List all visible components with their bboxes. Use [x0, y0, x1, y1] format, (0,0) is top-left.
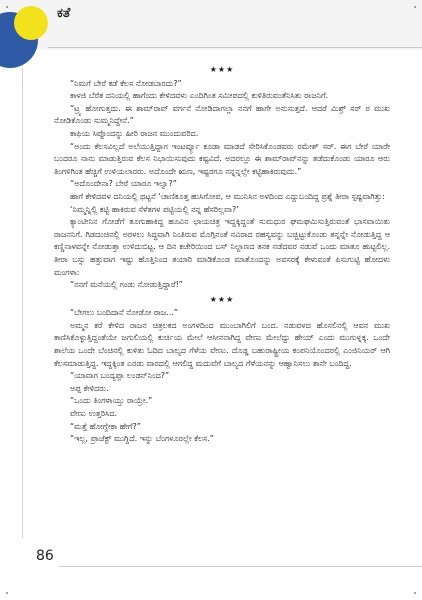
- crop-mark: [6, 592, 8, 594]
- footer-divider: [58, 566, 422, 567]
- paragraph: ‘ನಿಮ್ಮನ್ನಿಲ್ಲಿ ಕಟ್ಟಿ ಹಾಕಿರುವ ಸೆಳೆತಗಳ ಪಟ್ಟಿಯಲ್ಲಿ ನನ್ನ ಹೆಸರಿಲ್ಲವಾ?’: [70, 204, 239, 214]
- dialogue-line: “ಮತ್ತೆ ಹೋಗ್ಬೇಕಾ ಹೇಗೆ?”: [70, 421, 141, 431]
- paragraph: “ಅಂದು ಕೆಲಸವಿಲ್ಲದೆ ಅಲೆಯುತ್ತಿದ್ದಾಗ ಇಂಟರ್ವ್ಯೂ ಕೂಡಾ ಮಾಡದೆ ಸೇರಿಸಿಕೊಂಡವರು ರಮೇಶ್ ಸರ್. ಈಗ ಬೇರೆ ಯಾರೇ ಬಂದರೂ ನಾನು ಮಾಡುತ್ತಿರುವ ಕೆಲಸ ನಿಭಾಯಿಸುವುದು ಕಷ್ಟವಿದೆ. ಅದರಲ್ಲೂ ಈ ಶಾಮ್‌ರಾವ್‌ನನ್ನು ತಡೆದುಕೊಂಡು ಯಾರೂ ಆರು ತಿಂಗಳಿಗಿಂತ ಹೆಚ್ಚಿಗೆ ಉಳಿಯಲಾರರು. ಅದೊಂದೇ ಋಣ, ಇಷ್ಟರಗೂ ನನ್ನನ್ನಲ್ಲೇ ಕಟ್ಟಿಹಾಕಿರುವುದು.”: [54, 141, 390, 176]
- dialogue-line: “ಯಾವಾಗ ಬಂದ್ಯಪ್ಪಾ ಲಂಡನ್‌ನಿಂದ?”: [70, 371, 170, 381]
- paragraph: “ನಿಮಗೆ ಬೇರೆ ಕಡೆ ಕೆಲಸ ನೋಡಬಾರದು?”: [70, 78, 182, 88]
- crop-mark: [6, 6, 8, 8]
- section-title: ಕತೆ: [57, 6, 71, 21]
- paragraph: ಕಾಫಿಯ ಸಿಪ್ಪೊಂದನ್ನು ಹೀರಿ ರಾಜನ ಮುಂದುವರಿದ.: [70, 128, 199, 138]
- yellow-circle-decoration: [14, 6, 48, 40]
- paragraph: ಕ್ಯಾಂಟೀನಿನ ಗೋಡೆಗೆ ತೂಗುಹಾಕಿದ್ದ ಹೂವಿನ ಛಾಯಚಿತ್ರ ಇದ್ದಕ್ಕಿದ್ದಂತೆ ಸುಮಧುರ ಘಮಘಮಿಸುತ್ತಿರುವಂತೆ ಭಾಸವಾಯಿತು ರಾಜನನಿಗೆ. ಗಿಡದಂಚಿನಲ್ಲಿ ಅರಳಲು ಸಿದ್ಧವಾಗಿ ನಿಂತಿರುವ ಮೊಗ್ಗಿನಂತೆ ನವಿರಾದ ರಹಸ್ಯವನ್ನು ಬಚ್ಚಿಟ್ಟುಕೊಂಡು ತನ್ನನ್ನೇ ನೋಡುತ್ತಿದ್ದ ಆ ಕಣ್ಣಿನಾಳವನ್ನೇ ನೋಡುತ್ತಾ ಉಳಿದುಬಿಟ್ಟ. ಆ ದಿನ ಕಚೇರಿಯಿಂದ ಬಸ್ ನಿಲ್ದಾಣದ ತನಕ ನಡೆದವರ ನಡುವೆ ಒಂದು ಮಾತೂ ಹುಟ್ಟಲಿಲ್ಲ. ತೀರಾ ಬಸ್ಸು ಹತ್ತುವಾಗ ಇಷ್ಟು ಹೊತ್ತಿನಿಂದ ತಯಾರಿ ಮಾಡಿಕೊಂಡ ಮಾತೊಂದನ್ನು ಅವಸರಕ್ಕೆ ಕೇಳುವಂತೆ ಪಿಸುಗುಟ್ಟಿ ಹೋದಳು ಮಂಗಳಾ:: [54, 217, 390, 277]
- header-divider: [48, 47, 422, 48]
- crop-mark: [414, 6, 416, 8]
- paragraph: “ನನಗೆ ಮನೆಯಲ್ಲಿ ಗಂಡು ನೋಡುತ್ತಿದ್ದಾರೆ!”: [70, 280, 183, 290]
- paragraph: “ಬೇಗಲು ಬಂದಿದಾನೆ ನೋಡೋ ರಾಜ...”: [70, 308, 179, 318]
- paragraph: “ಟ್ರ್ಯ ಹೋಗುತ್ತದು. ಈ ಶಾಮ್‌ರಾವ್ ವರ್ಗನೆ ನೋಡಿದಾಗಲ್ಲಾ ನನಗೆ ಹಾಗೇ ಅನುಸುತ್ತದೆ. ಆದರೆ ಮಿಶ್ರ್ ಸರ್ ರ ಮುಖ ನೋಡಿಕೊಂಡು ಸುಮ್ಮನಿದ್ದೇನೆ.”: [54, 103, 390, 126]
- dialogue-line: ಅಪ್ಪ ಕೇಳಿದರು.: [70, 383, 109, 393]
- crop-mark: [414, 592, 416, 594]
- paragraph: ಹಾಗೆ ಕೇಳಿದವಳ ದನಿಯಲ್ಲಿ ಥಟ್ಟನೆ ‘ಚಾಣಿಕೂತ್ತ ಹುಸಿಗೋಪ, ಆ ಮುನಿಸಿನ ಅಳದಿಂದ ಎದ್ದುಬಂದಿದ್ದ ಪ್ರಶ್ನೆ ತೀರಾ ಸ್ಪಷ್ಟವಾಗಿತ್ತು:: [70, 191, 385, 201]
- section-break: ★★★: [209, 294, 235, 304]
- paragraph: ಅಮ್ಮನ ಕರೆ ಕೇಳಿದ ರಾಜನ ಚಿತ್ರಲಕದ ಅಂಗಳದಿಂದ ಮುಂಬಾಗಿಲಿಗೆ ಬಂದ. ನಡುವಳದ ಹೊಸಲಿನಲ್ಲಿ ಆವನ ಮುಖ ಕಾಣಿಸಿಕೊಳ್ಳುತ್ತಿದ್ದಂತೆಯೇ ಜಗುಲಿಯಲ್ಲಿ ಕುರ್ಚಿಯ ಮೇಲೆ ಆಸೀನನಾಗಿದ್ದ ವೇಣು ಮೇಲೆದ್ದು ಹೇಯ್ ಎಂದು ಮುಗುಳ್ನಕ್ಕ. ಒಂದೇ ಶಾಲೆಯ ಒಂದೇ ಬೆಂಚಿನಲ್ಲಿ ಕುಳಿತು ಓದಿದ ಬಾಲ್ಯದ ಗೆಳೆಯ ವೇಣು. ದೊಡ್ಡ ಬಹುರಾಷ್ಟ್ರೀಯ ಕಂಪನಿಯೊಂದರಲ್ಲಿ ಎಂಜಿನಿಯರ್ ಆಗಿ ಕೆಲಸಮಾಡುತ್ತಿದ್ದ. ಇದ್ದಕ್ಕಿಂತ ಎರಡು ವಾರದಲ್ಲಿ ಆಗಲಿದ್ದ ಮದುವೆಗೆ ಬಾಲ್ಯದ ಗೆಳೆಯನನ್ನು ಆಹ್ವಾನಿಸಲು ತಾನೇ ಬಂದಿದ್ದ.: [54, 320, 390, 368]
- dialogue-line: “ಒಂದು ತಿಂಗಳಾಯ್ತು ರಾಯ್ರೇ.”: [70, 396, 153, 406]
- paragraph: ಕಾಳಜಿ ಬೆರೆತ ದನಿಯಲ್ಲಿ ಹಾಗೆಂದು ಕೇಳಿದವಳು ಎಂದಿಗಿಂತ ಸಮೀಪದಲ್ಲಿ ಕುಳಿತಿರುವಂತೆನಿಸಿತು ರಾಜನಿಗೆ.: [70, 91, 329, 101]
- dialogue-line: “ಇಲ್ಲ, ಪ್ರಾಜೆಕ್ಟ್ ಮುಗ್ದಿದೆ. ಇನ್ನು ಬೆಂಗಳೂರಲ್ಲೇ ಕೆಲಸ.”: [70, 434, 214, 444]
- page-number: 86: [36, 548, 54, 564]
- paragraph: “ಅದೊಂದೇನಾ? ಬೇರೆ ಯಾರೂ ಇಲ್ವಾ?”: [70, 179, 177, 189]
- section-break: ★★★: [209, 65, 235, 74]
- dialogue-line: ವೇಣು ಉತ್ತರಿಸಿದ.: [70, 409, 118, 419]
- story-body: [54, 62, 390, 446]
- margin-rule: [22, 68, 23, 538]
